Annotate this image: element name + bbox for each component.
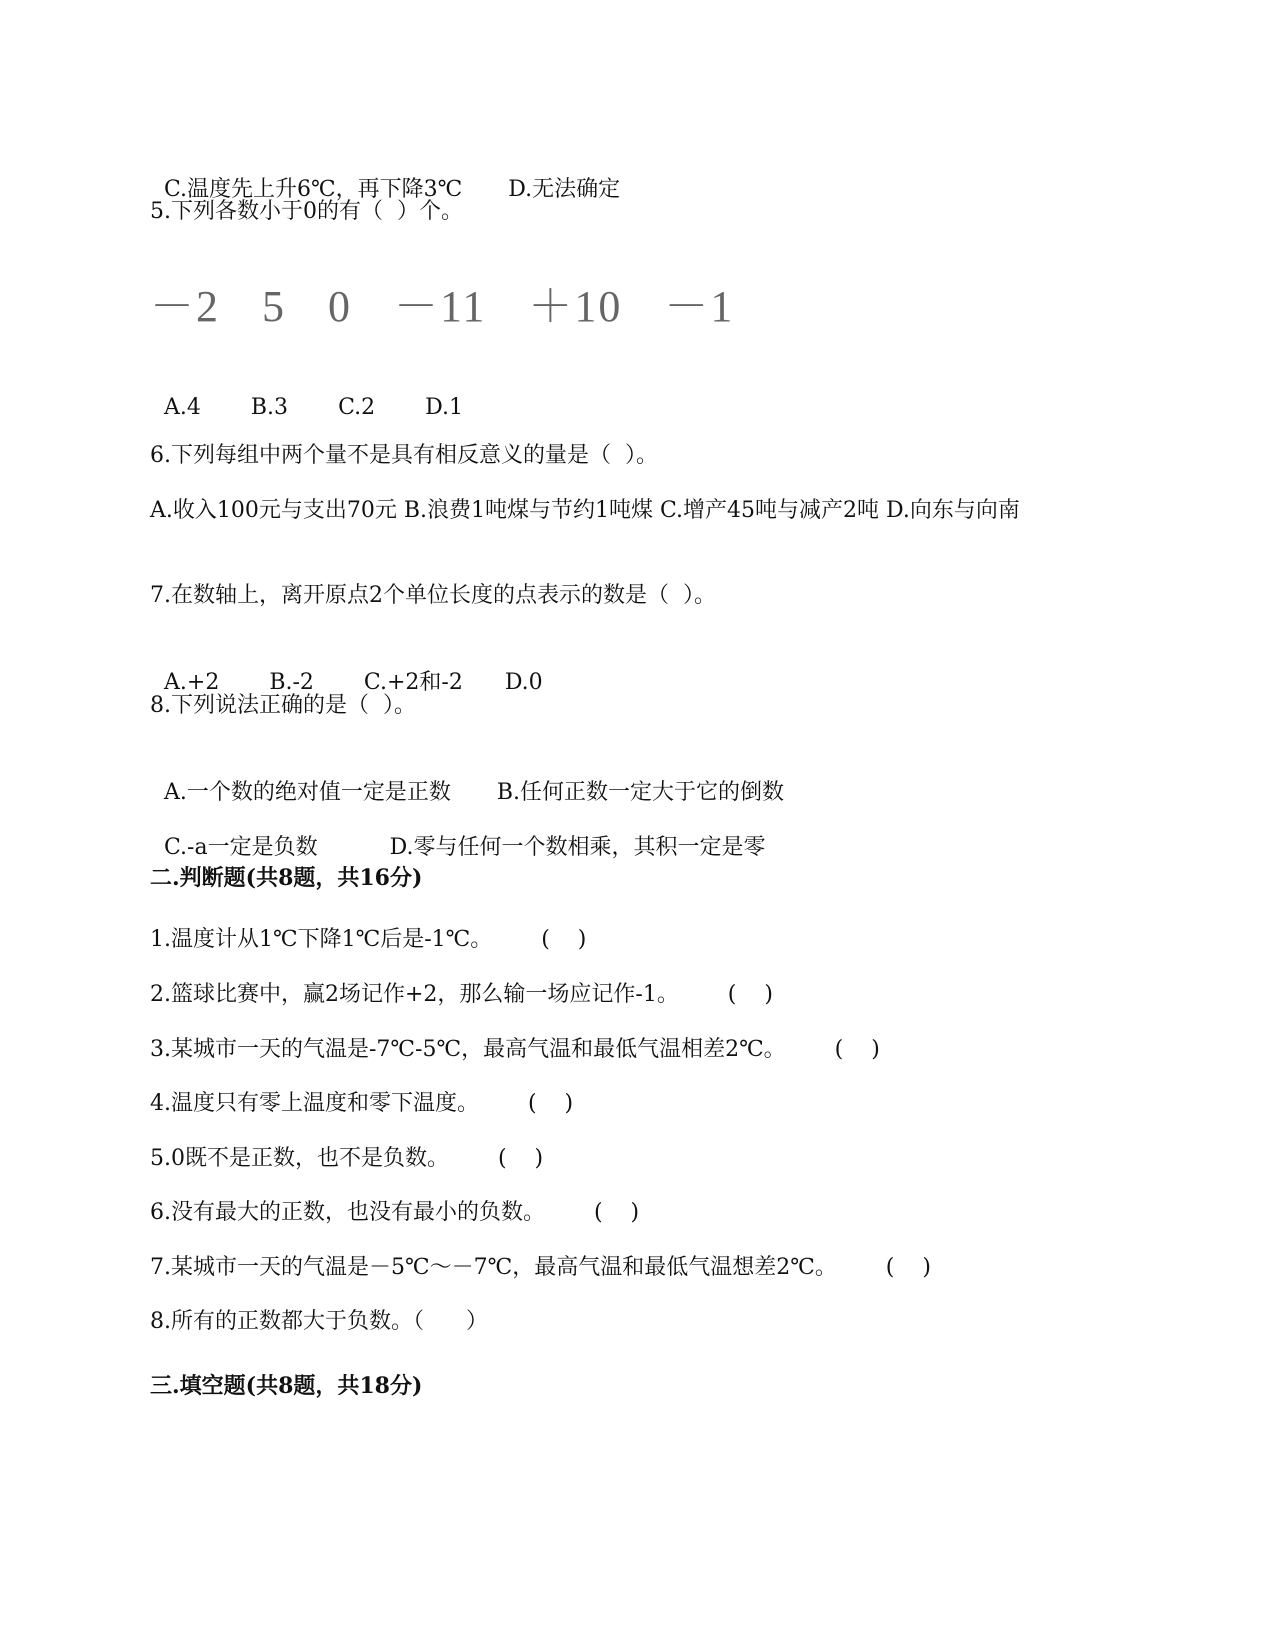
q7-option-c: C.+2和-2 (363, 670, 463, 695)
judge-item: 1.温度计从1℃下降1℃后是-1℃。 ( ) (150, 927, 587, 952)
q8-option-a: A.一个数的绝对值一定是正数 (164, 780, 451, 805)
q8-stem: 8.下列说法正确的是（ ）。 (150, 693, 416, 718)
q5-option-d: D.1 (425, 395, 463, 420)
judge-item: 8.所有的正数都大于负数。（ ） (150, 1309, 488, 1334)
judge-item: 5.0既不是正数，也不是负数。 ( ) (150, 1146, 544, 1171)
q7-option-a: A.+2 (164, 670, 220, 695)
q5-stem: 5.下列各数小于0的有（ ）个。 (150, 199, 463, 224)
q7-option-b: B.-2 (269, 670, 314, 695)
q8-options-cd (150, 800, 765, 864)
q7-option-d: D.0 (504, 670, 543, 695)
q5-number: 0 (328, 282, 352, 331)
q4-option-c: C.温度先上升6℃，再下降3℃ (164, 177, 463, 202)
q5-option-b: B.3 (250, 395, 289, 420)
q6-stem: 6.下列每组中两个量不是具有相反意义的量是（ ）。 (150, 443, 658, 468)
q5-number: －1 (664, 282, 735, 331)
q5-number: ＋10 (528, 282, 623, 331)
q4-option-d: D.无法确定 (508, 177, 621, 202)
q5-option-c: C.2 (338, 395, 376, 420)
judge-item: 2.篮球比赛中，赢2场记作+2，那么输一场应记作-1。 ( ) (150, 982, 773, 1007)
q5-option-a: A.4 (164, 395, 201, 420)
q7-stem: 7.在数轴上，离开原点2个单位长度的点表示的数是（ ）。 (150, 583, 716, 608)
judge-item: 3.某城市一天的气温是-7℃-5℃，最高气温和最低气温相差2℃。 ( ) (150, 1037, 880, 1062)
q8-option-b: B.任何正数一定大于它的倒数 (496, 780, 785, 805)
q6-options: A.收入100元与支出70元 B.浪费1吨煤与节约1吨煤 C.增产45吨与减产2吨 D.向东与向南 (150, 498, 1020, 523)
q5-number-list (150, 270, 776, 334)
q8-option-d: D.零与任何一个数相乘，其积一定是零 (389, 835, 766, 860)
judge-item: 7.某城市一天的气温是－5℃～－7℃，最高气温和最低气温想差2℃。 ( ) (150, 1255, 931, 1280)
judge-item: 4.温度只有零上温度和零下温度。 ( ) (150, 1091, 574, 1116)
q5-number: 5 (262, 282, 286, 331)
q8-option-c: C.-a一定是负数 (164, 835, 318, 860)
q5-number: －11 (394, 282, 487, 331)
section-3-heading: 三.填空题(共8题，共18分) (150, 1373, 423, 1399)
section-2-heading: 二.判断题(共8题，共16分) (150, 865, 423, 891)
q5-options (150, 360, 463, 424)
q5-number: －2 (150, 282, 220, 331)
judge-item: 6.没有最大的正数，也没有最小的负数。 ( ) (150, 1200, 640, 1225)
